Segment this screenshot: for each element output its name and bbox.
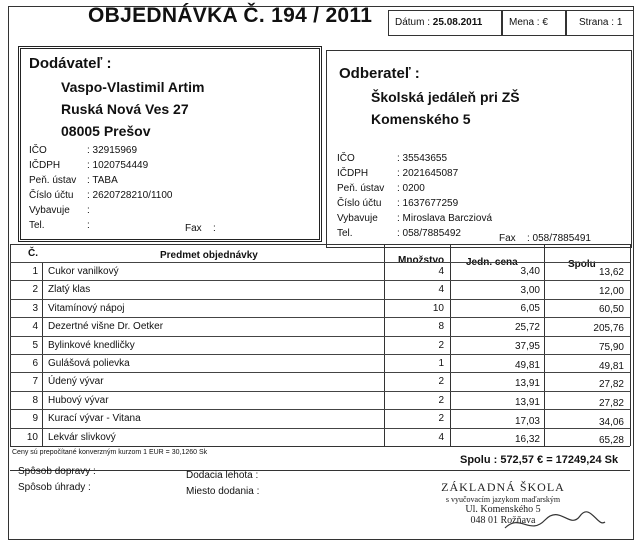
date-value: 25.08.2011 — [432, 17, 483, 28]
row-number: 4 — [32, 321, 38, 333]
row-unit-price: 37,95 — [514, 340, 540, 352]
grand-total: Spolu : 572,57 € = 17249,24 Sk — [460, 454, 619, 466]
row-item: Zlatý klas — [48, 284, 91, 296]
fax-value: : 058/7885491 — [527, 233, 591, 244]
payment-label: Spôsob úhrady : — [18, 482, 91, 493]
col-no: Č. — [28, 248, 38, 259]
table-row — [10, 409, 630, 427]
row-total: 49,81 — [598, 360, 624, 372]
fax-value: : — [213, 223, 216, 234]
field-label: Vybavuje — [29, 205, 70, 216]
row-item: Vitamínový nápoj — [48, 302, 125, 314]
row-number: 5 — [32, 339, 38, 351]
date-box — [388, 10, 502, 36]
table-row — [10, 262, 630, 280]
row-number: 10 — [26, 431, 38, 443]
table-row — [10, 299, 630, 317]
customer-block — [326, 50, 632, 248]
col-price: Jedn. cena — [466, 257, 518, 268]
row-quantity: 4 — [438, 266, 444, 277]
row-quantity: 8 — [438, 321, 444, 333]
row-unit-price: 49,81 — [514, 359, 540, 371]
field-label: Tel. — [337, 228, 353, 239]
footer-rule — [10, 470, 630, 471]
field-value: : 058/7885492 — [397, 228, 461, 239]
supplier-heading: Dodávateľ : — [29, 55, 112, 72]
table-row — [10, 354, 630, 372]
customer-heading: Odberateľ : — [339, 65, 420, 82]
row-quantity: 2 — [438, 376, 444, 388]
currency-label: Mena : — [509, 17, 540, 28]
row-unit-price: 6,05 — [520, 303, 540, 315]
row-total: 60,50 — [598, 304, 624, 316]
row-total: 205,76 — [593, 323, 624, 335]
field-value: : — [87, 220, 90, 231]
field-label: Číslo účtu — [337, 198, 382, 209]
currency-box — [502, 10, 566, 36]
row-quantity: 4 — [438, 431, 444, 443]
field-value: : 1020754449 — [87, 160, 149, 171]
row-item: Bylinkové knedličky — [48, 339, 135, 351]
row-number: 6 — [32, 358, 38, 369]
row-item: Gulášová polievka — [48, 358, 130, 369]
row-total: 12,00 — [598, 285, 624, 297]
table-row — [10, 372, 630, 390]
row-unit-price: 13,91 — [514, 378, 540, 390]
field-value: : 32915969 — [87, 145, 138, 156]
row-number: 9 — [32, 413, 38, 425]
row-number: 3 — [32, 302, 38, 314]
stamp-line-2: s vyučovacím jazykom maďarským — [445, 495, 561, 504]
supplier-city: 08005 Prešov — [61, 123, 151, 139]
field-value: : TABA — [87, 175, 118, 186]
fax-label: Fax — [185, 223, 202, 234]
row-number: 1 — [32, 266, 38, 277]
field-label: Vybavuje — [337, 213, 378, 224]
table-border-right — [630, 244, 631, 446]
stamp-line-1: ZÁKLADNÁ ŠKOLA — [441, 480, 565, 494]
col-total: Spolu — [568, 259, 596, 270]
row-unit-price: 25,72 — [514, 322, 540, 334]
row-number: 2 — [32, 284, 38, 296]
delivery-place-label: Miesto dodania : — [186, 486, 260, 497]
currency-value: € — [542, 17, 548, 28]
field-label: IČO — [29, 145, 47, 156]
document-header — [8, 0, 634, 38]
row-quantity: 2 — [438, 394, 444, 406]
field-label: Peň. ústav — [29, 175, 77, 186]
field-label: IČDPH — [29, 160, 61, 171]
field-label: IČDPH — [337, 168, 369, 179]
items-table-header — [10, 244, 630, 270]
field-value: : 2021645087 — [397, 168, 459, 179]
field-value: : 35543655 — [397, 153, 448, 164]
table-row — [10, 428, 630, 446]
stamp-line-4: 048 01 Rožňava — [470, 515, 536, 526]
stamp-line-3: Ul. Komenského 5 — [465, 504, 541, 515]
col-qty: Množstvo — [398, 255, 445, 266]
row-number: 7 — [32, 376, 38, 388]
row-quantity: 1 — [438, 358, 444, 369]
col-item: Predmet objednávky — [160, 250, 258, 261]
order-title: OBJEDNÁVKA Č. 194 / 2011 — [88, 4, 373, 27]
field-value: : 0200 — [397, 183, 425, 194]
row-item: Lekvár slivkový — [48, 431, 116, 443]
row-unit-price: 3,40 — [520, 266, 540, 277]
row-total: 65,28 — [598, 435, 624, 447]
field-value: : — [87, 205, 90, 216]
table-row — [10, 317, 630, 335]
field-value: : 2620728210/1100 — [87, 190, 173, 201]
supplier-block — [18, 46, 322, 242]
row-unit-price: 17,03 — [514, 415, 540, 427]
row-total: 34,06 — [598, 416, 624, 428]
field-label: Tel. — [29, 220, 45, 231]
row-item: Údený vývar — [48, 376, 104, 388]
row-unit-price: 3,00 — [520, 284, 540, 296]
row-item: Hubový vývar — [48, 394, 109, 406]
row-number: 8 — [32, 394, 38, 406]
row-item: Dezertné višne Dr. Oetker — [48, 321, 164, 333]
table-row — [10, 336, 630, 354]
row-total: 75,90 — [598, 341, 624, 353]
supplier-name: Vaspo-Vlastimil Artim — [61, 79, 205, 95]
transport-label: Spôsob dopravy : — [18, 466, 96, 477]
conversion-note: Ceny sú prepočítané konverzným kurzom 1 EUR = 30,1260 Sk — [12, 449, 208, 456]
page-box — [566, 10, 634, 36]
page-label: Strana : — [579, 17, 615, 28]
field-value: : Miroslava Barcziová — [397, 213, 493, 224]
supplier-street: Ruská Nová Ves 27 — [61, 101, 189, 117]
page-value: 1 — [616, 17, 623, 28]
field-value: : 1637677259 — [397, 198, 459, 209]
field-label: IČO — [337, 153, 355, 164]
row-quantity: 2 — [438, 339, 444, 351]
row-item: Kurací vývar - Vitana — [48, 413, 141, 425]
row-unit-price: 16,32 — [514, 434, 540, 446]
row-total: 27,82 — [598, 379, 624, 391]
row-item: Cukor vanilkový — [48, 266, 119, 277]
row-total: 13,62 — [598, 267, 624, 278]
customer-street: Komenského 5 — [371, 111, 471, 127]
date-label: Dátum : — [395, 17, 431, 28]
customer-name: Školská jedáleň pri ZŠ — [371, 89, 520, 105]
field-label: Číslo účtu — [29, 190, 74, 201]
signature-icon — [500, 508, 610, 538]
fax-label: Fax — [499, 233, 516, 244]
table-row — [10, 391, 630, 409]
row-total: 27,82 — [598, 397, 624, 409]
delivery-term-label: Dodacia lehota : — [186, 470, 259, 481]
row-quantity: 10 — [432, 302, 444, 314]
table-bottom-rule — [10, 446, 630, 447]
row-quantity: 4 — [438, 284, 444, 296]
row-quantity: 2 — [438, 413, 444, 425]
row-unit-price: 13,91 — [514, 396, 540, 408]
field-label: Peň. ústav — [337, 183, 385, 194]
table-row — [10, 280, 630, 298]
